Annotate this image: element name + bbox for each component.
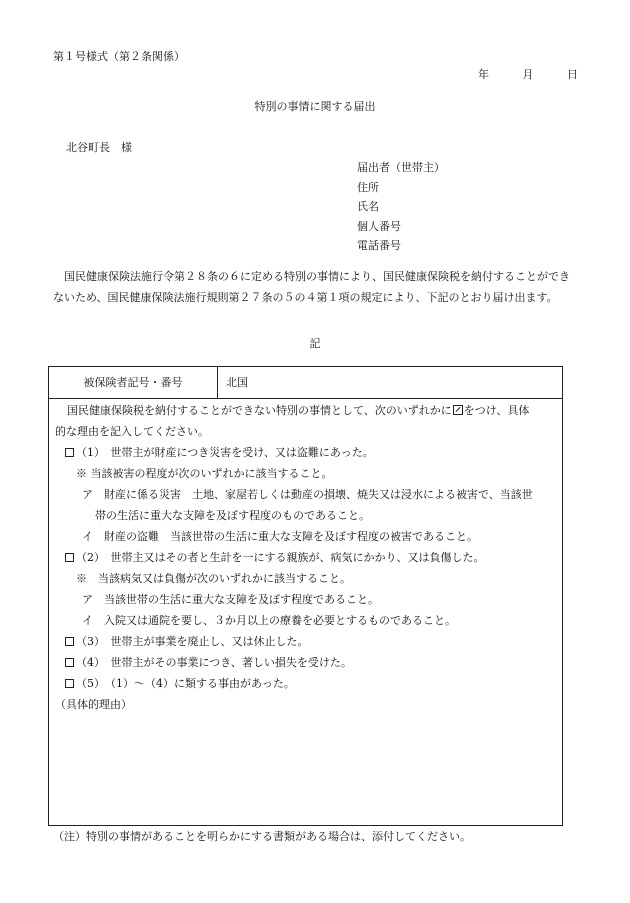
instruction-line-2: 的な理由を記入してください。 [55,425,209,438]
instruction-line-1 [67,404,529,417]
ki-heading: 記 [309,337,321,350]
declaration-text: 国民健康保険法施行令第２８条の６に定める特別の事情により、国民健康保険税を納付することができないため、国民健康保険法施行規則第２７条の５の４第１項の規定により、下記のとおり届け出ます。 [53,270,570,304]
reason-item-1-a-line1: ア 財産に係る災害 土地、家屋若しくは動産の損壊、焼失又は浸水による被害で、当該世 [82,488,533,501]
document-title: 特別の事情に関する届出 [254,100,376,113]
reason-item-2-a: ア 当該世帯の生活に重大な支障を及ぼす程度であること。 [82,593,379,606]
reason-item-3 [65,635,309,648]
reason-item-3-label: （3） 世帯主が事業を廃止し、又は休止した。 [76,635,309,648]
reason-item-5-label: （5） （1）～（4）に類する事由があった。 [76,677,295,690]
date-month: 月 [522,68,534,81]
instruction-text-a: 国民健康保険税を納付することができない特別の事情として、次のいずれかに [67,404,452,417]
date-year: 年 [478,68,489,81]
reason-item-1-b: イ 財産の盗難 当該世帯の生活に重大な支障を及ぼす程度の被害であること。 [82,530,478,543]
footnote: （注）特別の事情があることを明らかにする書類がある場合は、添付してください。 [53,830,471,843]
specific-reason-label: （具体的理由） [55,698,132,711]
reason-item-1-label: （1） 世帯主が財産につき災害を受け、又は盗難にあった。 [76,446,374,459]
reason-item-4-label: （4） 世帯主がその事業につき、著しい損失を受けた。 [76,656,352,669]
personal-number-label: 個人番号 [357,219,401,233]
addressee: 北谷町長 様 [66,141,132,154]
insured-label: 被保険者記号・番号 [49,367,218,398]
reason-item-1 [65,446,374,459]
checkbox-icon[interactable] [65,679,74,688]
phone-label: 電話番号 [357,239,401,252]
checked-box-icon [453,405,463,415]
reason-item-5 [65,677,295,690]
address-label: 住所 [357,180,379,194]
insured-value: 北国 [226,375,248,389]
reason-item-1-note: ※ 当該被害の程度が次のいずれかに該当すること。 [76,467,333,480]
checkbox-icon[interactable] [65,553,74,562]
insured-row [49,367,562,399]
instruction-text-b: をつけ、具体 [463,404,530,417]
reason-item-1-a-line2: 帯の生活に重大な支障を及ぼす程度のものであること。 [95,509,370,522]
checkbox-icon[interactable] [65,637,74,646]
date-day: 日 [567,68,578,81]
name-label: 氏名 [357,200,379,213]
reason-item-2-label: （2） 世帯主又はその者と生計を一にする親族が、病気にかかり、又は負傷した。 [76,551,485,564]
form-table [48,366,563,826]
checkbox-icon[interactable] [65,448,74,457]
reason-item-2-b: イ 入院又は通院を要し、３か月以上の療養を必要とするものであること。 [82,614,456,627]
checkbox-icon[interactable] [65,658,74,667]
reason-item-4 [65,656,352,669]
applicant-block [357,161,445,259]
date-line [478,68,578,81]
reason-item-2-note: ※ 当該病気又は負傷が次のいずれかに該当すること。 [76,572,351,585]
form-number: 第１号様式（第２条関係） [53,50,185,63]
reason-item-2 [65,551,485,564]
notifier-label: 届出者（世帯主） [357,161,445,174]
